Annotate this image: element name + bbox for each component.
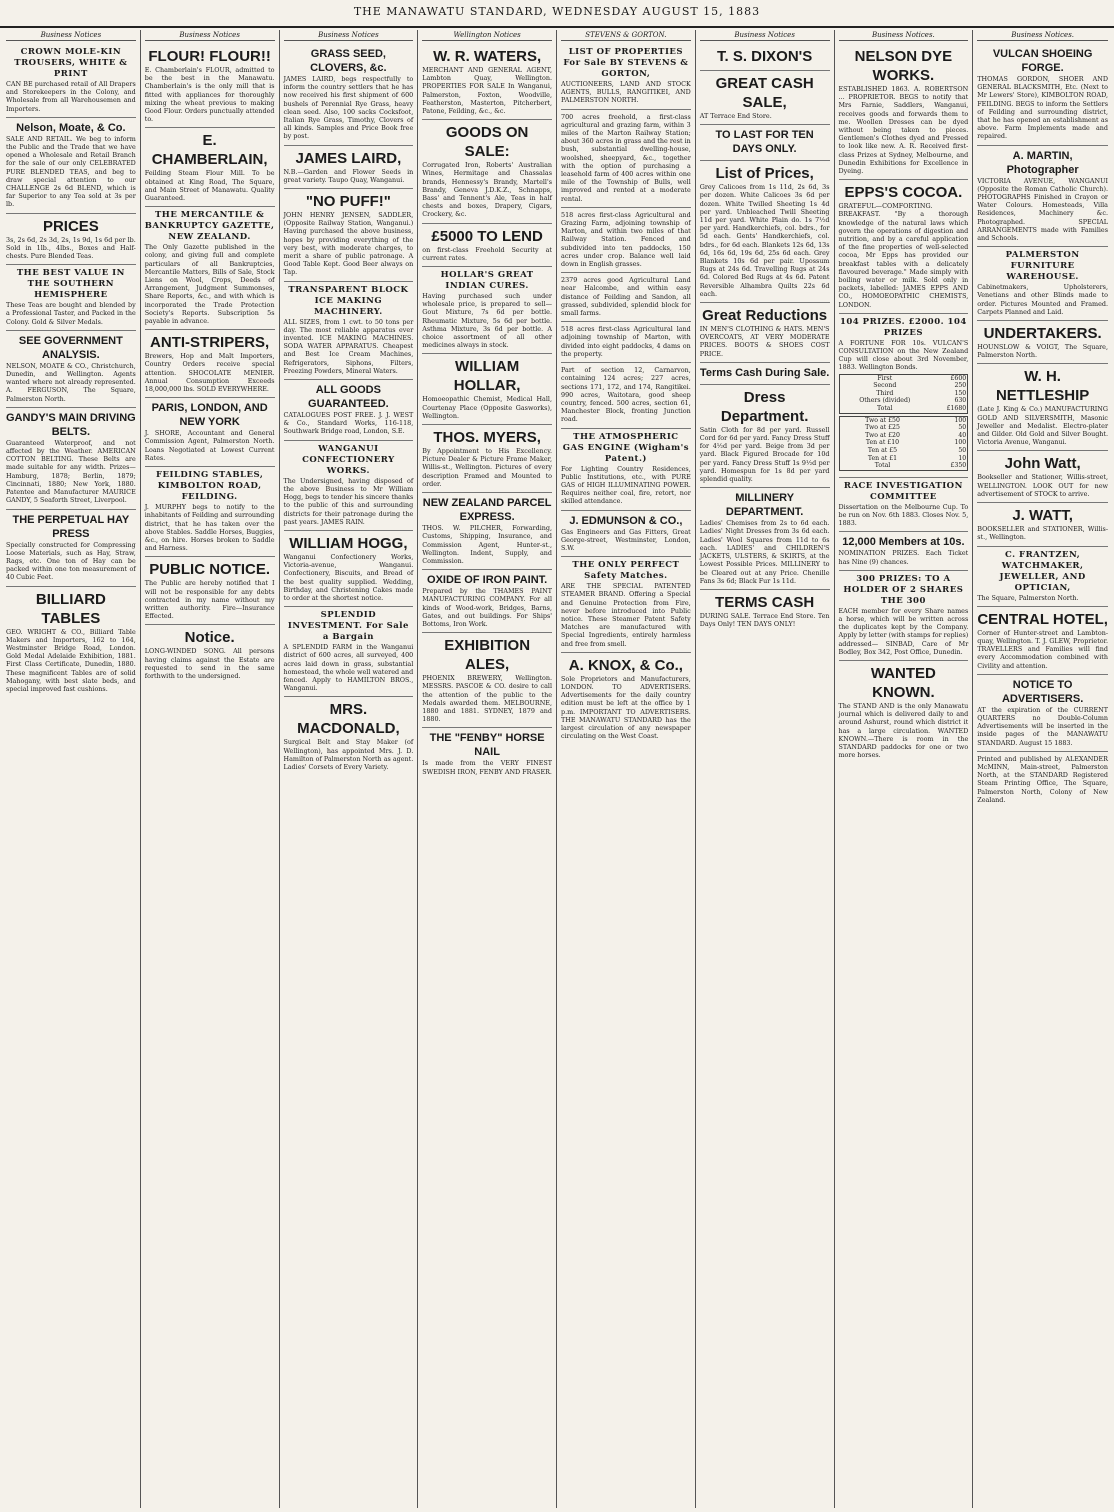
ad-body: SALE AND RETAIL. We beg to inform the Public and the Trade that we have opened a Wholesale and Retail Branch for the sale of our only CELEBRATED PURE BLENDED TEAS, and beg to draw special attention to our CHALLENGE 2s 6d BLEND, which is far Superior to any Tea sold at 3s per lb.	[6, 134, 136, 209]
advertisement	[145, 44, 275, 128]
table-cell: 250	[954, 382, 967, 390]
ad-body: IN MEN'S CLOTHING & HATS. MEN'S OVERCOATS, AT VERY MODERATE PRICES. BOOTS & SHOES COST PRICE.	[699, 325, 830, 358]
table-row	[839, 374, 968, 382]
advertisement	[700, 385, 830, 488]
ad-headline: TERMS CASH	[715, 593, 815, 611]
ad-headline: A. MARTIN, Photographer	[1006, 149, 1079, 176]
ad-headline: J. EDMUNSON & CO.,	[569, 514, 683, 527]
advertisement	[284, 380, 414, 441]
ad-headline: VULCAN SHOEING FORGE.	[992, 48, 1093, 74]
advertisement	[700, 363, 830, 385]
table-cell: Others (divided)	[859, 397, 911, 405]
advertisement	[284, 441, 414, 531]
table-row	[839, 405, 968, 413]
ad-body: 3s, 2s 6d, 2s 3d, 2s, 1s 9d, 1s 6d per lb. Sold in 1lb., 4lbs., Boxes and Half-chests. Pure Blended Teas.	[6, 235, 136, 261]
ad-body: BOOKSELLER and STATIONER, Willis-st., Wellington.	[977, 525, 1108, 542]
ad-body: E. Chamberlain's FLOUR, admitted to be the best in the Manawatu. Chamberlain's is the only mill that is fitted with appliances for thoroughly mixing the wheat previous to making Good Flour. Orders punctually attended to.	[144, 66, 275, 124]
table-row	[839, 439, 968, 447]
table-cell: £350	[950, 462, 967, 470]
ad-headline: LIST OF PROPERTIES For Sale BY STEVENS & GORTON,	[563, 47, 689, 79]
ad-body: By Appointment to His Excellency. Picture Dealer & Picture Frame Maker, Willis-st., Wellington. Pictures of every description Framed and Mounted to order.	[422, 447, 552, 488]
advertisement	[700, 44, 830, 71]
ad-headline: T. S. DIXON'S	[716, 48, 813, 65]
table-row	[839, 455, 968, 463]
advertisement	[6, 118, 136, 214]
column-heading: Wellington Notices	[422, 30, 552, 41]
ad-body: Surgical Belt and Stay Maker (of Wellington), has appointed Mrs. J. D. Hamilton of Palmerston North as agent. Ladies' Corsets of Every Variety.	[283, 738, 414, 771]
ad-body: ARE THE SPECIAL PATENTED STEAMER BRAND. Offering a Special and Genuine Protection from Fire, never before introduced into Public notice. These Steamer Patent Safety Matches are manufactured with Special Ingredients, entirely harmless and free from smell.	[561, 582, 691, 648]
ad-headline: MILLINERY DEPARTMENT.	[725, 492, 804, 519]
ad-body: 518 acres first-class Agricultural land adjoining township of Marton, with divided into eight paddocks, 4 dams on the property.	[561, 325, 691, 358]
ad-body: Wanganui Confectionery Works, Victoria-avenue, Wanganui. Confectionery, Biscuits, and Bread of the best quality supplied. Wedding, Birthday, and Christening Cakes made to order at the shortest notice.	[283, 552, 414, 602]
ad-body: The STAND AND is the only Manawatu journal which is delivered daily to and around Ashurst, round which district it has a large circulation. WANTED KNOWN.—There is room in the STANDARD paddocks for one or two more horses.	[838, 702, 969, 760]
ad-body: EACH member for every Share names a horse, which will be written across the duplicates kept by the Company. Apply by letter (with stamps for replies) addressed— SINBAD, Care of Mr Bodley, Box 342, Post Office, Dunedin.	[838, 606, 969, 656]
ad-headline: "NO PUFF!"	[305, 193, 391, 211]
advertisement	[422, 425, 552, 493]
advertisement	[6, 510, 136, 587]
ad-headline: TO LAST FOR TEN DAYS ONLY.	[715, 129, 814, 156]
ad-body: NOMINATION PRIZES. Each Ticket has Nine (9) chances.	[838, 549, 969, 566]
ad-headline: HOLLAR'S GREAT INDIAN CURES.	[440, 270, 534, 292]
table-cell: 50	[958, 447, 967, 455]
ad-body: GRATEFUL—COMFORTING. BREAKFAST. "By a thorough knowledge of the natural laws which govern the operations of digestion and nutrition, and by a careful application of the fine properties of well-selected cocoa, Mr Epps has provided our breakfast tables with a delicately flavoured beverage." Made simply with boiling water or milk. Sold only in packets, labelled: JAMES EPPS AND CO., HOMOEOPATHIC CHEMISTS, LONDON.	[838, 202, 969, 309]
ad-headline: THE ATMOSPHERIC GAS ENGINE (Wigham's Patent.)	[562, 431, 690, 464]
ad-headline: OXIDE OF IRON PAINT.	[427, 574, 548, 587]
advertisement	[284, 189, 414, 282]
ad-body: PHOENIX BREWERY, Wellington. MESSRS. PASCOE & CO. desire to call the attention of the public to the Medals awarded them. MELBOURNE, 1880 and 1881. SYDNEY, 1879 and 1880.	[422, 674, 552, 724]
advertisement	[145, 398, 275, 467]
advertisement	[977, 364, 1108, 451]
ad-body: ESTABLISHED 1863. A. ROBERTSON ... PROPRIETOR. BEGS to notify that Mrs Farnie, Saddlers, Wanganui, receives goods and forwards them to me. Woollen Dresses can be dyed without being taken to pieces. Gentlemen's Clothes dyed and Pressed to look like new. A. R. Received first-class Prizes at Sydney, Melbourne, and Dunedin Exhibitions for Excellence in Dyeing.	[838, 85, 969, 176]
ad-headline: NELSON DYE WORKS.	[854, 48, 953, 84]
table-cell: 10	[958, 454, 967, 462]
ad-body: These Teas are bought and blended by a Professional Taster, and Packed in the Colony. Gold & Silver Medals.	[6, 301, 136, 326]
ad-body: Prepared by the THAMES PAINT MANUFACTURING COMPANY. For all kinds of Wood-work, Bridges, Barns, Gates, and out buildings. For Ships' Bottoms, Iron Work.	[422, 587, 552, 628]
advertisement	[145, 330, 275, 398]
ad-headline: PARIS, LONDON, AND NEW YORK	[151, 402, 268, 429]
table-row	[839, 382, 968, 390]
ad-body: AUCTIONEERS, LAND AND STOCK AGENTS, BULLS, RANGITIKEI, AND PALMERSTON NORTH.	[561, 80, 691, 105]
advertisement	[977, 547, 1108, 607]
advertisement	[839, 571, 969, 661]
table-cell: 50	[958, 424, 967, 432]
advertisement	[145, 128, 275, 207]
table-row	[839, 416, 968, 424]
advertisement	[977, 675, 1108, 752]
table-row	[839, 462, 968, 470]
ad-headline: A. KNOX, & Co.,	[568, 656, 683, 674]
ad-headline: E. CHAMBERLAIN,	[151, 132, 268, 169]
advertisement	[839, 44, 969, 180]
advertisement	[561, 44, 691, 110]
advertisement	[700, 303, 830, 363]
ad-headline: SEE GOVERNMENT ANALYSIS.	[18, 334, 123, 361]
column-2	[141, 30, 280, 1508]
ad-body: Is made from the VERY FINEST SWEDISH IRON, FENBY AND FRASER.	[422, 759, 552, 776]
ad-body: ALL SIZES, from 1 cwt. to 50 tons per day. The most reliable apparatus ever invented. ICE MAKING MACHINES. SODA WATER APPARATUS. Cheapest and Best Ice Cream Machines, Refrigerators, Siphons, Filters, Freezing Powders, Mineral Waters.	[283, 317, 414, 375]
table-cell: Third	[876, 389, 894, 397]
ad-body: MERCHANT AND GENERAL AGENT, Lambton Quay, Wellington. PROPERTIES FOR SALE In Wanganui, Palmerston, Foxton, Woodville, Featherston, Masterton, Pitcherbert, Patone, Feilding, &c., &c.	[422, 66, 552, 116]
ad-body: JOHN HENRY JENSEN, SADDLER, (Opposite Railway Station, Wanganui.) Having purchased the above business, hopes by providing everything of the very best, with moderate charges, to merit a share of public patronage. A Good Table Kept. Good Beer always on Tap.	[283, 211, 414, 277]
masthead: THE MANAWATU STANDARD, WEDNESDAY AUGUST 15, 1883	[0, 0, 1114, 28]
ad-body: Sole Proprietors and Manufacturers, LONDON. TO ADVERTISERS. Advertisements for the daily country edition must be left at the office by 1 p.m. IMPORTANT TO ADVERTISERS. THE MANAWATU STANDARD has the largest circulation of any newspaper circulating on the West Coast.	[561, 674, 691, 741]
advertisement	[145, 557, 275, 625]
ad-headline: RACE INVESTIGATION COMMITTEE	[843, 480, 963, 502]
ad-body: THOMAS GORDON, SHOER AND GENERAL BLACKSMITH, Etc. (Next to Mr Lewers' Store), KIMBOLTON ROAD, FEILDING. BEGS to inform the Settlers of Feilding and surrounding district, that he has opened an establishment as above. Farm Implements made and repaired.	[977, 75, 1108, 141]
advertisement	[561, 429, 691, 511]
ad-headline: EPPS'S COCOA.	[844, 184, 963, 202]
ad-headline: Great Reductions	[702, 307, 828, 325]
table-cell: £1680	[946, 405, 967, 413]
columns-container	[2, 30, 1112, 1508]
table-row	[839, 432, 968, 440]
advertisement	[700, 125, 830, 161]
ad-body: Feilding Steam Flour Mill. To be obtained at King Road, The Square, and Main Street of Manawatu. Quality Guaranteed.	[144, 169, 275, 203]
ad-headline: GRASS SEED, CLOVERS, &c.	[310, 48, 387, 74]
ad-headline: C. FRANTZEN, WATCHMAKER, JEWELLER, AND OPTICIAN,	[999, 549, 1086, 593]
advertisement	[561, 557, 691, 653]
advertisement	[6, 408, 136, 510]
advertisement	[284, 607, 414, 697]
column-5	[557, 30, 696, 1508]
ad-headline: THE MERCANTILE & BANKRUPTCY GAZETTE, NEW ZEALAND.	[144, 210, 275, 243]
ad-headline: FEILDING STABLES, KIMBOLTON ROAD, FEILDING.	[155, 470, 264, 503]
ad-headline: BILLIARD TABLES	[35, 590, 106, 627]
table-cell: Two at £50	[865, 416, 900, 424]
ad-headline: WANTED KNOWN.	[870, 665, 936, 702]
advertisement	[561, 511, 691, 558]
ad-headline: List of Prices,	[715, 165, 814, 183]
ad-body: Corrugated Iron, Roberts' Australian Wines, Hermitage and Chassalas brands, Hennessy's Brandy, Martell's Brandy, Geneva J.D.K.Z., Schnapps, Bass' and Tennent's Ale, Teas in half chests and boxes, Drapery, Cigars, Crockery, &c.	[422, 161, 552, 219]
ad-body: J. MURPHY begs to notify to the inhabitants of Feilding and surrounding district, that he has taken over the above Stables. Saddle Horses, Buggies, &c., on hire. Horses broken to Saddle and Harness.	[144, 503, 275, 553]
advertisement	[284, 697, 414, 775]
ad-body: HOUNSLOW & VOIGT, The Square, Palmerston North.	[977, 343, 1108, 360]
column-heading: Business Notices.	[839, 30, 969, 41]
ad-headline: NEW ZEALAND PARCEL EXPRESS.	[422, 497, 552, 524]
advertisement	[839, 532, 969, 570]
column-7	[835, 30, 974, 1508]
ad-body: Cabinetmakers, Upholsterers, Venetians and other Blinds made to order. Pictures Mounted and Framed. Carpets Planned and Laid.	[977, 283, 1108, 316]
ad-body: A FORTUNE FOR 10s. VULCAN'S CONSULTATION on the New Zealand Cup will close about 3rd November, 1883. Wellington Bonds.	[838, 338, 969, 372]
ad-body: Corner of Hunter-street and Lambton-quay, Wellington. T. J. GLEW, Proprietor. TRAVELLERS and Families will find every Accommodation combined with Civility and attention.	[977, 628, 1108, 670]
ad-body: DURING SALE. Terrace End Store. Ten Days Only! TEN DAYS ONLY!	[699, 611, 830, 629]
ad-headline: ALL GOODS GUARANTEED.	[308, 384, 389, 411]
column-3	[280, 30, 419, 1508]
advertisement	[422, 267, 552, 354]
ad-headline: EXHIBITION ALES,	[444, 637, 531, 674]
ad-headline: Nelson, Moate, & Co.	[16, 121, 126, 134]
ad-headline: SPLENDID INVESTMENT. For Sale a Bargain	[287, 610, 409, 643]
table-row	[839, 390, 968, 398]
advertisement	[700, 488, 830, 590]
ad-body: Grey Calicoes from 1s 11d, 2s 6d, 3s per dozen. White Calicoes 3s 6d per dozen. White Twilled Sheeting 1s 4d per yard. Unbleached Twill Sheeting 11d per yard. White Plain do. 1s 7½d per yard. Handkerchiefs, col. bdrs., for 5d each. Gents' Handkerchiefs, col. bdrs., for 6d each. Blankets 12s 6d, 13s 6d, 16s 6d, 19s 6d, 25s 6d each. Grey Blankets 10s 6d per pair. Upossum Rugs at 24s 6d. Travelling Rugs at 24s 6d. Colored Bed Rugs at 4s 6d. Patent Reversible Alhambra Quilts 22s 6d each.	[699, 183, 830, 298]
ad-headline: THOS. MYERS,	[433, 429, 541, 447]
advertisement	[284, 282, 414, 380]
ad-body: J. SHORE, Accountant and General Commission Agent, Palmerston North. Loans Negotiated at Lowest Current Rates.	[144, 429, 275, 462]
advertisement	[977, 752, 1108, 808]
advertisement	[422, 354, 552, 425]
ad-body: (Late J. King & Co.) MANUFACTURING GOLD AND SILVERSMITH, Masonic Jeweller and Medalist. Electro-plater and Gilder. Old Gold and Silver Bought. Victoria Avenue, Wanganui.	[977, 405, 1108, 447]
advertisement	[422, 493, 552, 570]
table-cell: Ten at £10	[865, 439, 900, 447]
column-8	[973, 30, 1112, 1508]
advertisement	[977, 146, 1108, 248]
ad-body: The Undersigned, having disposed of the above Business to Mr William Hogg, begs to tender his sincere thanks to the public of this and surrounding districts for their patronage during the past years. JAMES RAIN.	[283, 476, 414, 526]
advertisement	[6, 265, 136, 331]
ad-headline: FLOUR! FLOUR!!	[148, 48, 271, 65]
column-heading: Business Notices	[6, 30, 136, 41]
ad-headline: ANTI-STRIPERS,	[150, 334, 270, 352]
ad-headline: 300 PRIZES: TO A HOLDER OF 2 SHARES THE 300	[843, 573, 964, 606]
advertisement	[839, 661, 969, 763]
advertisement	[561, 273, 691, 322]
ad-body: Homoeopathic Chemist, Medical Hall, Courtenay Place (Opposite Gasworks), Wellington.	[422, 395, 552, 420]
advertisement	[977, 247, 1108, 321]
ad-body: For Lighting Country Residences, Public Institutions, etc., with PURE GAS of HIGH ILLUMINATING POWER. Requires neither coal, fire, retort, nor skilled attendance.	[561, 464, 691, 506]
ad-headline: Dress Department.	[720, 388, 809, 425]
ad-body: Having purchased such under wholesale price, is prepared to sell— Gout Mixture, 7s 6d per bottle. Rheumatic Mixture, 5s 6d per bottle. Asthma Mixture, 3s 6d per bottle. A choice assortment of all other medicines always in stock.	[422, 292, 552, 350]
column-heading: STEVENS & GORTON.	[561, 30, 691, 41]
ad-body: Gas Engineers and Gas Fitters, Great George-street, Westminster, London, S.W.	[561, 527, 691, 552]
ad-headline: £5000 TO LEND	[431, 227, 543, 245]
ad-headline: NOTICE TO ADVERTISERS.	[1001, 678, 1084, 705]
ad-headline: CROWN MOLE-KIN TROUSERS, WHITE & PRINT	[14, 47, 128, 79]
ad-body: JAMES LAIRD, begs respectfully to inform the country settlers that he has now received his first shipment of 600 bushels of Perennial Rye Grass, heavy clean seed. Also, 100 sacks Cocksfoot, Italian Rye Grass, Timothy, Clovers of all kinds. Samples and Price Book free by post.	[283, 75, 414, 141]
ad-headline: UNDERTAKERS.	[983, 325, 1102, 343]
advertisement	[561, 653, 691, 745]
ad-body: CAN BE purchased retail of All Drapers and Storekeepers in the Colony, and Wholesale from all Warehousemen and Importers.	[6, 80, 136, 113]
ad-headline: WILLIAM HOLLAR,	[453, 358, 521, 395]
ad-headline: Terms Cash During Sale.	[699, 366, 830, 379]
advertisement	[6, 587, 136, 698]
table-cell: Total	[877, 405, 893, 413]
prize-table-bonds	[839, 416, 969, 471]
table-cell: Ten at £5	[867, 447, 898, 455]
ad-body: on first-class Freehold Security at current rates.	[422, 245, 552, 262]
advertisement	[422, 633, 552, 728]
advertisement	[561, 363, 691, 428]
ad-headline: THE "FENBY" HORSE NAIL	[429, 732, 545, 759]
table-cell: Ten at £1	[867, 454, 898, 462]
ad-body: 2379 acres good Agricultural Land near Halcombe, and within easy distance of Feilding and Sandon, all grassed, subdivided, splendid block for small farms.	[561, 276, 691, 318]
advertisement	[284, 44, 414, 146]
ad-body: AT Terrace End Store.	[699, 112, 772, 120]
ad-headline: THE BEST VALUE IN THE SOUTHERN HEMISPHERE	[16, 268, 125, 301]
advertisement	[700, 161, 830, 303]
advertisement	[561, 208, 691, 273]
ad-body: Brewers, Hop and Malt Importers, Country Orders receive special attention. SHOCOLATE MENIER. Annual Consumption Exceeds 18,000,000 lbs. SOLD EVERYWHERE.	[144, 352, 275, 394]
ad-body: 700 acres freehold, a first-class agricultural and grazing farm, within 3 miles of the Marton Railway Station; about 360 acres in grass and the rest in bush, substantial dwelling-house, woolshed, sheepyard, &c., together with the option of purchasing a leasehold farm of 400 acres within one mile of the Township of Bulls, well improved and rented at a moderate rental.	[561, 112, 691, 203]
ad-body: CATALOGUES POST FREE. J. J. WEST & Co., Standard Works, 116-118, Southwark Bridge road, London, S.E.	[283, 411, 414, 436]
ad-body: VICTORIA AVENUE, WANGANUI (Opposite the Roman Catholic Church). PHOTOGRAPHS Finished in Crayon or Water Colours. Homesteads, Villa Residences, Machinery &c. Photographed. SPECIAL ARRANGEMENTS made with Families and Schools.	[977, 176, 1108, 243]
column-heading: Business Notices	[284, 30, 414, 41]
ad-body: The Only Gazette published in the colony, and giving full and complete particulars of all Bankruptcies, Mercantile Matters, Bills of Sale, Stock Liens on Wool, Crops, Deeds of Arrangement, Judgment Summonses, Share Reports, &c., and with which is incorporated the Trade Protection Society's Reports. Subscription 5s payable in advance.	[144, 243, 275, 326]
table-cell: Two at £20	[865, 431, 900, 439]
ad-headline: John Watt,	[1004, 455, 1081, 473]
column-heading: Business Notices	[145, 30, 275, 41]
table-cell: 150	[954, 389, 967, 397]
ad-body: Bookseller and Stationer, Willis-street, WELLINGTON. LOOK OUT for new advertisement of STOCK to arrive.	[977, 473, 1108, 498]
table-cell: First	[877, 374, 893, 382]
table-cell: Two at £25	[865, 424, 900, 432]
ad-body: Printed and published by ALEXANDER McMINN, Main-street, Palmerston North, at the STANDARD Registered Steam Printing Office, The Square, Palmerston North, Colony of New Zealand.	[977, 754, 1108, 804]
advertisement	[700, 590, 830, 632]
table-cell: 630	[954, 397, 967, 405]
table-row	[839, 447, 968, 455]
advertisement	[145, 625, 275, 684]
ad-body: THOS. W. PILCHER, Forwarding, Customs, Shipping, Insurance, and Commission Agent, Hunter-st., Wellington. Indent, Supply, and Commission.	[422, 524, 552, 565]
ad-body: NELSON, MOATE & CO., Christchurch, Dunedin, and Wellington. Agents wanted where not already represented. A. FERGUSON, The Square, Palmerston North.	[6, 361, 136, 403]
ad-headline: 104 PRIZES. £2000. 104 PRIZES	[839, 316, 967, 338]
table-cell: Total	[874, 462, 891, 470]
advertisement	[284, 531, 414, 607]
ad-body: Satin Cloth for 8d per yard. Russell Cord for 6d per yard. Fancy Dress Stuff for 4½d per yard. Beige from 3d per yard. Black Figured Brocade for 10d per yard. Fancy Dress Stuff 1s 9½d per yard. Homespun for 1s 8d per yard splendid quality.	[699, 425, 830, 484]
ad-body: AT the expiration of the CURRENT QUARTERS no Double-Column Advertisements will be inserted in the inside pages of the MANAWATU STANDARD. August 15 1883.	[977, 705, 1108, 747]
ad-body: A SPLENDID FARM in the Wanganui district of 600 acres, all surveyed, 400 acres laid down in grass, substantial homestead, the whole well watered and fenced. Apply to HAMILTON BROS., Wanganui.	[283, 643, 414, 693]
ad-body: Dissertation on the Melbourne Cup. To be run on Nov. 6th 1883. Closes Nov. 5, 1883.	[838, 502, 969, 528]
ad-headline: W. R. WATERS,	[433, 48, 542, 65]
ad-body: The Public are hereby notified that I will not be responsible for any debts contracted in my name without my written authority. Fire—Insurance Effected.	[144, 579, 275, 621]
prize-table-vulcan	[839, 374, 969, 414]
ad-body: GEO. WRIGHT & CO., Billiard Table Makers and Importers, 162 to 164, Westminster Bridge Road, London. Gold Medal Adelaide Exhibition, 1881. First Class Certificate, Dunedin, 1880. These magnificent Tables are of solid Mahogany, with best slate beds, and special improved fast cushions.	[6, 627, 136, 693]
column-6	[696, 30, 835, 1508]
advertisement	[422, 44, 552, 120]
ad-headline: THE PERPETUAL HAY PRESS	[12, 513, 130, 540]
ad-headline: GREAT CASH SALE,	[715, 75, 814, 111]
column-4	[418, 30, 557, 1508]
table-cell: £600	[950, 374, 967, 382]
advertisement	[6, 44, 136, 118]
ad-body: 518 acres first-class Agricultural and Grazing Farm, adjoining township of Marton, and within two miles of that Railway Station. Fenced and subdivided into ten paddocks, 150 acres under crop. Balance well laid down in English grasses.	[561, 210, 691, 269]
advertisement	[422, 570, 552, 633]
table-cell: 40	[958, 431, 967, 439]
column-heading: Business Notices	[700, 30, 830, 41]
advertisement	[6, 214, 136, 266]
advertisement	[839, 478, 969, 533]
ad-headline: CENTRAL HOTEL,	[977, 610, 1108, 628]
advertisement	[145, 207, 275, 330]
table-cell: 100	[954, 439, 967, 447]
ad-headline: MRS. MACDONALD,	[297, 701, 400, 738]
advertisement	[284, 146, 414, 189]
advertisement	[977, 607, 1108, 675]
advertisement	[6, 331, 136, 408]
table-row	[839, 424, 968, 432]
advertisement	[561, 322, 691, 363]
ad-body: Ladies' Chemises from 2s to 6d each. Ladies' Night Dresses from 3s 6d each. Ladies' Wool Squares from 11d to 6s each. LADIES' and CHILDREN'S JACKETS, ULSTERS, & SKIRTS, at the Lowest Possible Prices. MILLINERY to be Cleared out at any Price. Chenille Fans 3s 6d; Black Fur 1s 11d.	[699, 519, 830, 585]
advertisement	[422, 224, 552, 267]
advertisement	[977, 321, 1108, 364]
ad-body: LONG-WINDED SONG. All persons having claims against the Estate are requested to send in the same forthwith to the undersigned.	[144, 647, 275, 680]
ad-headline: Notice.	[184, 629, 235, 647]
advertisement	[422, 728, 552, 779]
table-cell: Second	[873, 382, 897, 390]
ad-headline: PUBLIC NOTICE.	[149, 561, 271, 579]
ad-body: Part of section 12, Carnarvon, containing 124 acres; 227 acres, sections 171, 172, and 174, Rangitikei. 990 acres, Waitotara, good sheep country, fenced. 500 acres, section 61, Manchester Block, fronting Junction road.	[561, 366, 691, 424]
ad-headline: GOODS ON SALE:	[445, 124, 529, 161]
column-1	[2, 30, 141, 1508]
advertisement	[422, 120, 552, 223]
advertisement	[839, 180, 969, 314]
ad-body: Guaranteed Waterproof, and not affected by the Weather. AMERICAN COTTON BELTING. These Belts are made suitable for any width. Prizes—Hamburg, 1878; Berlin, 1879; Cincinnati, 1880; New York, 1880. Patentee and Manufacturer MAURICE GANDY, 5 Seaforth Street, Liverpool.	[6, 438, 136, 505]
ad-headline: TRANSPARENT BLOCK ICE MAKING MACHINERY.	[288, 284, 409, 317]
ad-headline: WILLIAM HOGG,	[289, 534, 408, 552]
ad-headline: GANDY'S MAIN DRIVING BELTS.	[6, 411, 136, 438]
ad-headline: THE ONLY PERFECT Safety Matches.	[572, 560, 680, 582]
advertisement	[977, 503, 1108, 546]
ad-headline: WANGANUI CONFECTIONERY WORKS.	[302, 443, 395, 476]
ad-headline: 12,000 Members at 10s.	[842, 536, 965, 549]
ad-body: N.B.—Garden and Flower Seeds in great variety. Taupo Quay, Wanganui.	[283, 167, 414, 184]
column-heading: Business Notices.	[977, 30, 1108, 41]
ad-headline: J. WATT,	[1012, 507, 1073, 525]
ad-body: Specially constructed for Compressing Loose Materials, such as Hay, Straw, Rags, etc. One ton of Hay can be packed within one ton measurement of 40 Cubic Feet.	[6, 540, 136, 582]
advertisement	[839, 314, 969, 478]
table-cell: 100	[954, 416, 967, 424]
advertisement	[561, 110, 691, 208]
ad-headline: PALMERSTON FURNITURE WAREHOUSE.	[1005, 250, 1080, 283]
ad-headline: PRICES	[42, 217, 99, 235]
advertisement	[977, 44, 1108, 146]
advertisement	[977, 451, 1108, 503]
ad-body: The Square, Palmerston North.	[977, 593, 1079, 602]
ad-headline: W. H. NETTLESHIP	[995, 368, 1090, 405]
advertisement	[145, 467, 275, 557]
advertisement	[700, 71, 830, 125]
ad-headline: JAMES LAIRD,	[295, 149, 402, 167]
table-row	[839, 397, 968, 405]
